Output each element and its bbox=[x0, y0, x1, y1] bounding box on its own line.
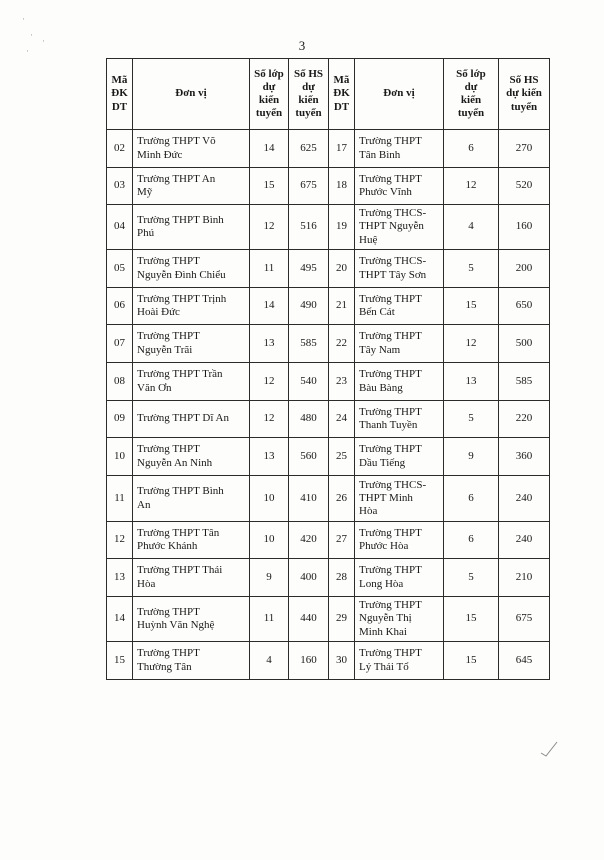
unit-line: Trường THPT Bình bbox=[137, 213, 224, 226]
unit-line: Trường THPT Trịnh bbox=[137, 292, 227, 305]
students-cell: 220 bbox=[499, 401, 550, 438]
unit-line: Minh Khai bbox=[359, 625, 407, 638]
unit-line: Văn Ơn bbox=[137, 381, 172, 394]
unit-line: Mỹ bbox=[137, 186, 153, 198]
code-cell: 25 bbox=[329, 438, 355, 476]
unit-line: Trường THPT bbox=[359, 368, 422, 381]
header-classes: Số lớp dự kiến tuyển bbox=[444, 59, 499, 130]
classes-cell: 12 bbox=[250, 363, 289, 401]
unit-cell bbox=[355, 363, 444, 401]
students-cell: 500 bbox=[499, 325, 550, 363]
header-row bbox=[107, 59, 550, 130]
classes-cell: 11 bbox=[250, 250, 289, 288]
classes-cell: 12 bbox=[444, 325, 499, 363]
unit-line: Nguyễn An Ninh bbox=[137, 456, 213, 469]
classes-cell: 4 bbox=[444, 205, 499, 250]
unit-line: Minh Đức bbox=[137, 148, 183, 161]
unit-line: Hòa bbox=[137, 577, 156, 590]
handwritten-tick-icon bbox=[538, 738, 560, 760]
code-cell: 29 bbox=[329, 597, 355, 642]
classes-cell: 14 bbox=[250, 130, 289, 168]
classes-cell: 13 bbox=[250, 325, 289, 363]
unit-cell bbox=[133, 522, 250, 559]
header-classes: Số lớp dự kiến tuyển bbox=[250, 59, 289, 130]
code-cell: 23 bbox=[329, 363, 355, 401]
unit-line: Phước Hòa bbox=[359, 540, 409, 552]
students-cell: 360 bbox=[499, 438, 550, 476]
code-cell: 27 bbox=[329, 522, 355, 559]
unit-cell bbox=[133, 168, 250, 205]
unit-line: Nguyễn Đình Chiểu bbox=[137, 268, 226, 281]
students-cell: 495 bbox=[289, 250, 329, 288]
header-students: Số HS dự kiến tuyển bbox=[289, 59, 329, 130]
table-body bbox=[107, 130, 550, 680]
students-cell: 675 bbox=[289, 168, 329, 205]
table-row bbox=[107, 325, 550, 363]
unit-line: THPT Nguyễn bbox=[359, 220, 424, 233]
unit-line: Phú bbox=[137, 227, 155, 239]
scan-speck: · bbox=[26, 46, 29, 56]
classes-cell: 6 bbox=[444, 522, 499, 559]
unit-line: Tân Bình bbox=[359, 148, 401, 161]
students-cell: 270 bbox=[499, 130, 550, 168]
code-cell: 09 bbox=[107, 401, 133, 438]
classes-cell: 12 bbox=[444, 168, 499, 205]
unit-cell bbox=[133, 205, 250, 250]
unit-line: Trường THPT Bình bbox=[137, 485, 224, 498]
code-cell: 17 bbox=[329, 130, 355, 168]
students-cell: 420 bbox=[289, 522, 329, 559]
students-cell: 675 bbox=[499, 597, 550, 642]
code-cell: 11 bbox=[107, 476, 133, 522]
unit-cell bbox=[133, 325, 250, 363]
code-cell: 07 bbox=[107, 325, 133, 363]
classes-cell: 15 bbox=[444, 288, 499, 325]
table-row bbox=[107, 363, 550, 401]
classes-cell: 6 bbox=[444, 130, 499, 168]
students-cell: 240 bbox=[499, 522, 550, 559]
code-cell: 18 bbox=[329, 168, 355, 205]
unit-line: Trường THCS- bbox=[359, 207, 427, 220]
scan-speck: · bbox=[30, 30, 33, 40]
table-row bbox=[107, 401, 550, 438]
unit-line: Trường THCS- bbox=[359, 255, 427, 268]
students-cell: 160 bbox=[499, 205, 550, 250]
classes-cell: 12 bbox=[250, 205, 289, 250]
unit-cell bbox=[355, 522, 444, 559]
unit-cell bbox=[355, 597, 444, 642]
code-cell: 02 bbox=[107, 130, 133, 168]
students-cell: 516 bbox=[289, 205, 329, 250]
unit-line: Trường THPT bbox=[137, 443, 200, 456]
code-cell: 24 bbox=[329, 401, 355, 438]
students-cell: 645 bbox=[499, 642, 550, 680]
code-cell: 05 bbox=[107, 250, 133, 288]
table-row bbox=[107, 168, 550, 205]
code-cell: 14 bbox=[107, 597, 133, 642]
students-cell: 650 bbox=[499, 288, 550, 325]
unit-line: Trường THCS- bbox=[359, 478, 427, 491]
classes-cell: 10 bbox=[250, 476, 289, 522]
table-row bbox=[107, 250, 550, 288]
unit-line: Trường THPT bbox=[137, 605, 200, 618]
students-cell: 560 bbox=[289, 438, 329, 476]
code-cell: 08 bbox=[107, 363, 133, 401]
unit-line: Phước Khánh bbox=[137, 540, 198, 552]
classes-cell: 4 bbox=[250, 642, 289, 680]
header-code: Mã ĐK DT bbox=[329, 59, 355, 130]
unit-cell bbox=[133, 438, 250, 476]
code-cell: 21 bbox=[329, 288, 355, 325]
unit-cell bbox=[133, 250, 250, 288]
table-row bbox=[107, 522, 550, 559]
unit-line: Trường THPT An bbox=[137, 172, 216, 185]
header-unit: Đơn vị bbox=[133, 59, 250, 130]
unit-cell bbox=[355, 642, 444, 680]
classes-cell: 15 bbox=[444, 642, 499, 680]
unit-line: Trường THPT Tân bbox=[137, 526, 220, 539]
unit-line: Bàu Bàng bbox=[359, 381, 403, 394]
classes-cell: 6 bbox=[444, 476, 499, 522]
table-row bbox=[107, 597, 550, 642]
unit-line: Trường THPT bbox=[359, 292, 422, 305]
unit-cell bbox=[355, 325, 444, 363]
unit-line: Trường THPT bbox=[359, 599, 422, 612]
unit-line: Bến Cát bbox=[359, 306, 395, 318]
students-cell: 585 bbox=[289, 325, 329, 363]
header-students: Số HS dự kiến tuyển bbox=[499, 59, 550, 130]
classes-cell: 15 bbox=[444, 597, 499, 642]
unit-line: Nguyễn Thị bbox=[359, 612, 412, 625]
unit-cell bbox=[133, 559, 250, 597]
unit-cell bbox=[133, 288, 250, 325]
unit-cell bbox=[355, 559, 444, 597]
unit-line: Trường THPT bbox=[359, 135, 422, 148]
classes-cell: 12 bbox=[250, 401, 289, 438]
code-cell: 28 bbox=[329, 559, 355, 597]
unit-line: Nguyễn Trãi bbox=[137, 343, 193, 356]
unit-cell bbox=[133, 597, 250, 642]
students-cell: 240 bbox=[499, 476, 550, 522]
code-cell: 06 bbox=[107, 288, 133, 325]
unit-line: Huệ bbox=[359, 233, 378, 246]
table-row bbox=[107, 130, 550, 168]
unit-line: Phước Vĩnh bbox=[359, 186, 412, 198]
header-unit: Đơn vị bbox=[355, 59, 444, 130]
students-cell: 400 bbox=[289, 559, 329, 597]
code-cell: 03 bbox=[107, 168, 133, 205]
unit-line: An bbox=[137, 498, 151, 511]
students-cell: 160 bbox=[289, 642, 329, 680]
classes-cell: 11 bbox=[250, 597, 289, 642]
unit-line: Trường THPT bbox=[137, 255, 200, 268]
unit-line: THPT Tây Sơn bbox=[359, 268, 427, 281]
unit-line: Trường THPT Thái bbox=[137, 564, 223, 577]
unit-line: Dầu Tiếng bbox=[359, 456, 406, 469]
enrollment-table bbox=[106, 58, 550, 680]
unit-line: Trường THPT bbox=[359, 647, 422, 660]
classes-cell: 13 bbox=[250, 438, 289, 476]
unit-cell bbox=[133, 401, 250, 438]
classes-cell: 13 bbox=[444, 363, 499, 401]
classes-cell: 9 bbox=[250, 559, 289, 597]
classes-cell: 5 bbox=[444, 250, 499, 288]
code-cell: 13 bbox=[107, 559, 133, 597]
unit-cell bbox=[355, 168, 444, 205]
students-cell: 200 bbox=[499, 250, 550, 288]
code-cell: 04 bbox=[107, 205, 133, 250]
students-cell: 410 bbox=[289, 476, 329, 522]
students-cell: 520 bbox=[499, 168, 550, 205]
unit-cell bbox=[355, 401, 444, 438]
unit-line: THPT Minh bbox=[359, 491, 413, 504]
table-row bbox=[107, 642, 550, 680]
unit-line: Lý Thái Tổ bbox=[359, 660, 409, 673]
classes-cell: 5 bbox=[444, 559, 499, 597]
unit-line: Trường THPT bbox=[359, 564, 422, 577]
page-number: 3 bbox=[298, 38, 306, 53]
unit-line: Trường THPT bbox=[359, 405, 422, 418]
classes-cell: 14 bbox=[250, 288, 289, 325]
table-row bbox=[107, 288, 550, 325]
students-cell: 490 bbox=[289, 288, 329, 325]
scan-speck: · bbox=[42, 36, 45, 46]
classes-cell: 10 bbox=[250, 522, 289, 559]
classes-cell: 9 bbox=[444, 438, 499, 476]
code-cell: 26 bbox=[329, 476, 355, 522]
unit-cell bbox=[355, 205, 444, 250]
students-cell: 540 bbox=[289, 363, 329, 401]
unit-cell bbox=[133, 363, 250, 401]
classes-cell: 15 bbox=[250, 168, 289, 205]
unit-cell bbox=[355, 250, 444, 288]
students-cell: 440 bbox=[289, 597, 329, 642]
code-cell: 12 bbox=[107, 522, 133, 559]
unit-line: Thanh Tuyền bbox=[359, 419, 418, 431]
unit-line: Trường THPT bbox=[359, 172, 422, 185]
unit-cell bbox=[355, 476, 444, 522]
unit-cell bbox=[133, 130, 250, 168]
unit-line: Hoài Đức bbox=[137, 306, 180, 318]
classes-cell: 5 bbox=[444, 401, 499, 438]
unit-line: Hòa bbox=[359, 505, 378, 518]
scan-speck: · bbox=[22, 14, 25, 24]
unit-line: Tây Nam bbox=[359, 343, 401, 356]
unit-line: Long Hòa bbox=[359, 577, 404, 590]
code-cell: 20 bbox=[329, 250, 355, 288]
unit-cell bbox=[133, 476, 250, 522]
unit-line: Trường THPT bbox=[359, 443, 422, 456]
unit-line: Trường THPT Dĩ An bbox=[137, 412, 229, 425]
table-row bbox=[107, 205, 550, 250]
students-cell: 585 bbox=[499, 363, 550, 401]
unit-line: Trường THPT bbox=[359, 330, 422, 343]
table-row bbox=[107, 438, 550, 476]
students-cell: 625 bbox=[289, 130, 329, 168]
unit-line: Trường THPT bbox=[359, 526, 422, 539]
unit-cell bbox=[355, 288, 444, 325]
code-cell: 10 bbox=[107, 438, 133, 476]
unit-cell bbox=[355, 130, 444, 168]
table-row bbox=[107, 476, 550, 522]
unit-line: Trường THPT bbox=[137, 647, 200, 660]
unit-cell bbox=[355, 438, 444, 476]
unit-line: Trường THPT Trần bbox=[137, 368, 223, 381]
unit-line: Thường Tân bbox=[137, 660, 192, 673]
unit-line: Trường THPT Võ bbox=[137, 135, 216, 148]
table-row bbox=[107, 559, 550, 597]
students-cell: 210 bbox=[499, 559, 550, 597]
unit-cell bbox=[133, 642, 250, 680]
code-cell: 30 bbox=[329, 642, 355, 680]
unit-line: Huỳnh Văn Nghệ bbox=[137, 619, 215, 631]
code-cell: 15 bbox=[107, 642, 133, 680]
unit-line: Trường THPT bbox=[137, 330, 200, 343]
students-cell: 480 bbox=[289, 401, 329, 438]
header-code: Mã ĐK DT bbox=[107, 59, 133, 130]
code-cell: 19 bbox=[329, 205, 355, 250]
code-cell: 22 bbox=[329, 325, 355, 363]
